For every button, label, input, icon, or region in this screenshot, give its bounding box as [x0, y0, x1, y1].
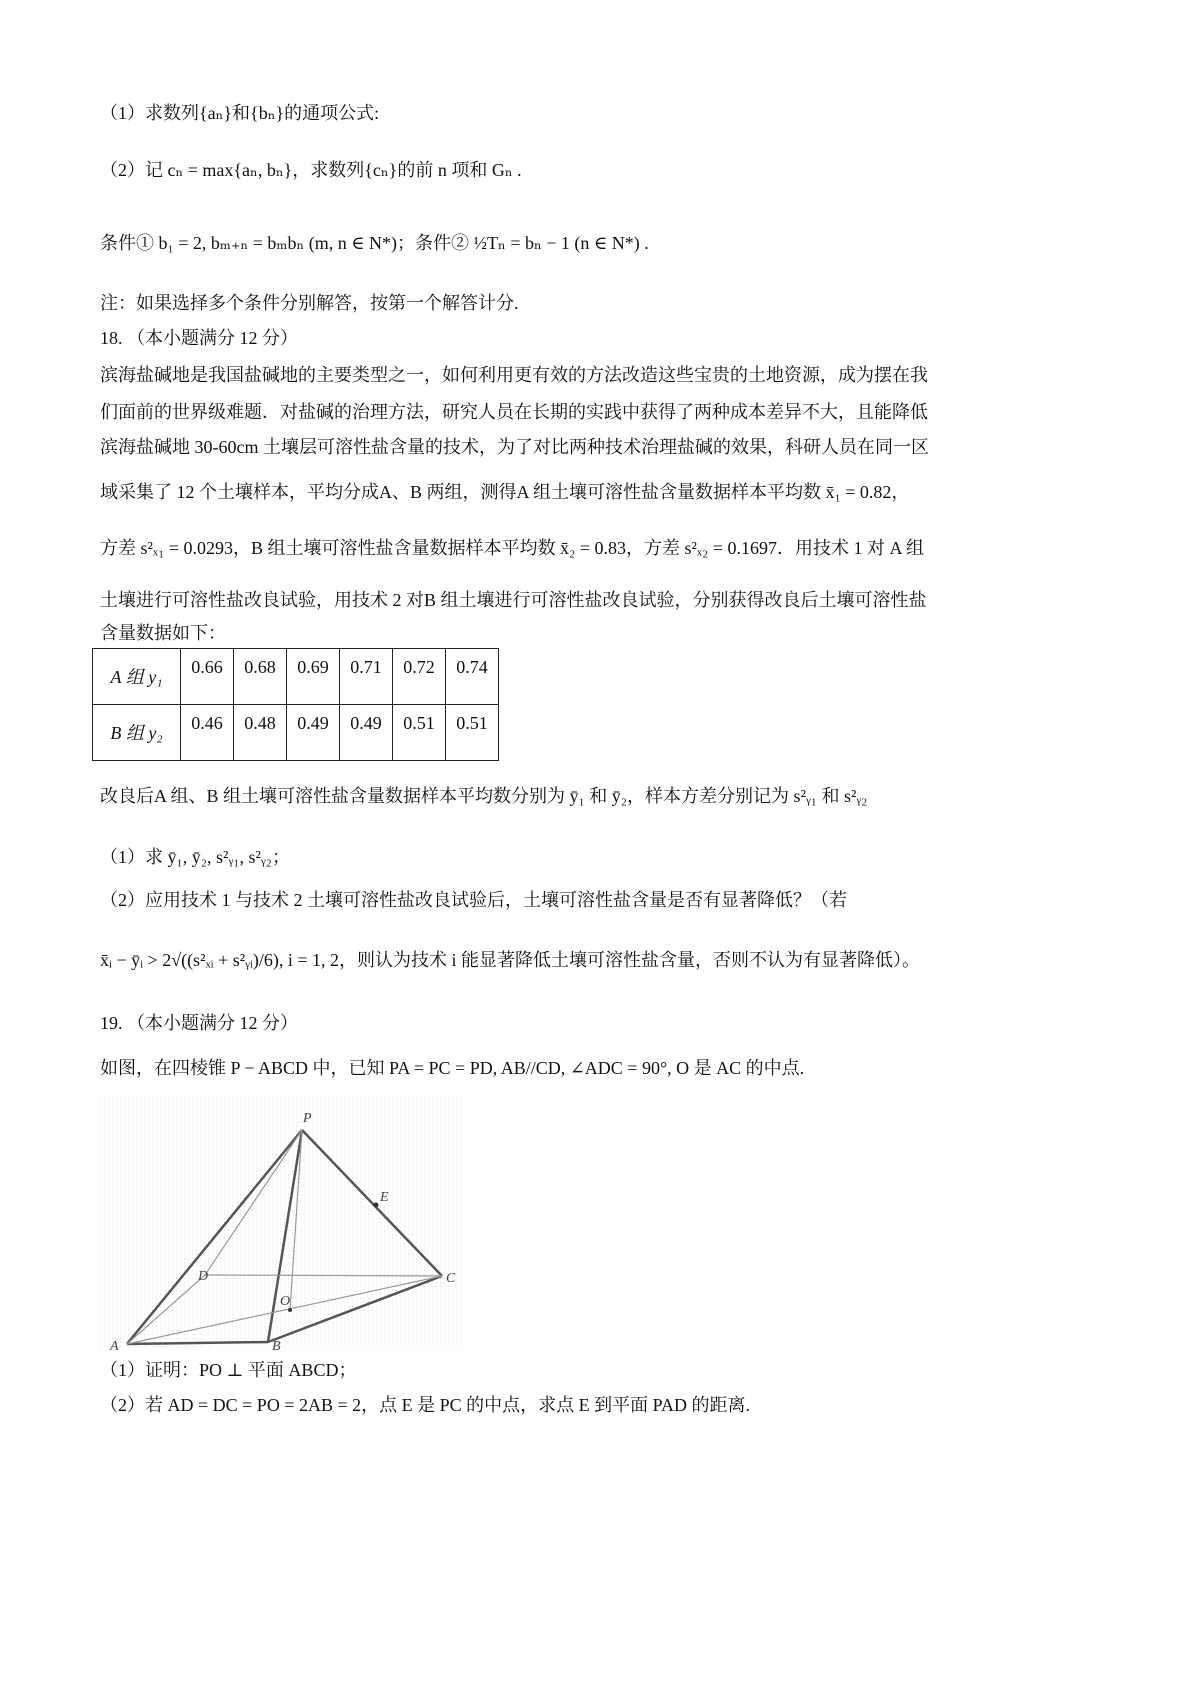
row-label: B 组 y₂: [93, 705, 181, 761]
q18-paragraph-line: 改良后A 组、B 组土壤可溶性盐含量数据样本平均数分别为 ȳ₁ 和 ȳ₂，样本方差分别记为 s²ᵧ₁ 和 s²ᵧ₂: [100, 786, 868, 806]
table-cell: 0.48: [234, 705, 287, 761]
q19-paragraph: 如图，在四棱锥 P − ABCD 中，已知 PA = PC = PD, AB//CD, ∠ADC = 90°, O 是 AC 的中点.: [100, 1058, 805, 1078]
q18-paragraph-line: 土壤进行可溶性盐改良试验，用技术 2 对B 组土壤进行可溶性盐改良试验，分别获得改良后土壤可溶性盐: [100, 590, 927, 610]
table-cell: 0.51: [446, 705, 499, 761]
q18-part2: （2）应用技术 1 与技术 2 土壤可溶性盐改良试验后，土壤可溶性盐含量是否有显著降低？（若: [100, 890, 847, 910]
label-O: O: [280, 1294, 291, 1309]
q17-conditions: 条件① b₁ = 2, bₘ₊ₙ = bₘbₙ (m, n ∈ N*)；条件② ½Tₙ = bₙ − 1 (n ∈ N*) .: [100, 233, 649, 253]
label-E: E: [380, 1190, 389, 1205]
table-cell: 0.49: [340, 705, 393, 761]
label-A: A: [110, 1339, 119, 1350]
label-P: P: [303, 1111, 312, 1126]
table-cell: 0.49: [287, 705, 340, 761]
table-cell: 0.66: [181, 649, 234, 705]
table-cell: 0.51: [393, 705, 446, 761]
row-label: A 组 y₁: [93, 649, 181, 705]
q18-paragraph-line: 方差 s²ₓ₁ = 0.0293，B 组土壤可溶性盐含量数据样本平均数 x̄₂ = 0.83，方差 s²ₓ₂ = 0.1697．用技术 1 对 A 组: [100, 538, 925, 558]
data-table: [92, 648, 499, 761]
q18-paragraph-line: 含量数据如下：: [100, 623, 226, 643]
q19-title: 19. （本小题满分 12 分）: [100, 1013, 298, 1033]
table-cell: 0.74: [446, 649, 499, 705]
q19-part2: （2）若 AD = DC = PO = 2AB = 2，点 E 是 PC 的中点，求点 E 到平面 PAD 的距离.: [100, 1395, 750, 1415]
label-B: B: [272, 1339, 281, 1350]
label-C: C: [446, 1271, 456, 1286]
q18-criterion: x̄ᵢ − ȳᵢ > 2√((s²ₓᵢ + s²ᵧᵢ)/6), i = 1, 2，则认为技术 i 能显著降低土壤可溶性盐含量，否则不认为有显著降低）。: [100, 950, 921, 970]
q19-part1: （1）证明：PO ⊥ 平面 ABCD；: [100, 1360, 357, 1380]
table-cell: 0.46: [181, 705, 234, 761]
q18-paragraph-line: 们面前的世界级难题．对盐碱的治理方法，研究人员在长期的实践中获得了两种成本差异不大，且能降低: [100, 402, 928, 422]
q18-paragraph-line: 滨海盐碱地 30-60cm 土壤层可溶性盐含量的技术，为了对比两种技术治理盐碱的效果，科研人员在同一区: [100, 437, 929, 457]
label-D: D: [198, 1269, 209, 1284]
pyramid-figure: [100, 1098, 462, 1350]
table-cell: 0.68: [234, 649, 287, 705]
table-cell: 0.69: [287, 649, 340, 705]
q17-part2: （2）记 cₙ = max{aₙ, bₙ}，求数列{cₙ}的前 n 项和 Gₙ .: [100, 160, 522, 180]
table-row: [93, 705, 499, 761]
q17-part1: （1）求数列{aₙ}和{bₙ}的通项公式:: [100, 103, 380, 123]
q18-paragraph-line: 域采集了 12 个土壤样本，平均分成A、B 两组，测得A 组土壤可溶性盐含量数据样本平均数 x̄₁ = 0.82，: [100, 482, 910, 502]
table-row: [93, 649, 499, 705]
table-cell: 0.72: [393, 649, 446, 705]
q17-note: 注：如果选择多个条件分别解答，按第一个解答计分.: [100, 293, 519, 313]
q18-title: 18. （本小题满分 12 分）: [100, 328, 298, 348]
q18-paragraph-line: 滨海盐碱地是我国盐碱地的主要类型之一，如何利用更有效的方法改造这些宝贵的土地资源，成为摆在我: [100, 365, 928, 385]
q18-part1: （1）求 ȳ₁, ȳ₂, s²ᵧ₁, s²ᵧ₂；: [100, 847, 290, 867]
table-cell: 0.71: [340, 649, 393, 705]
